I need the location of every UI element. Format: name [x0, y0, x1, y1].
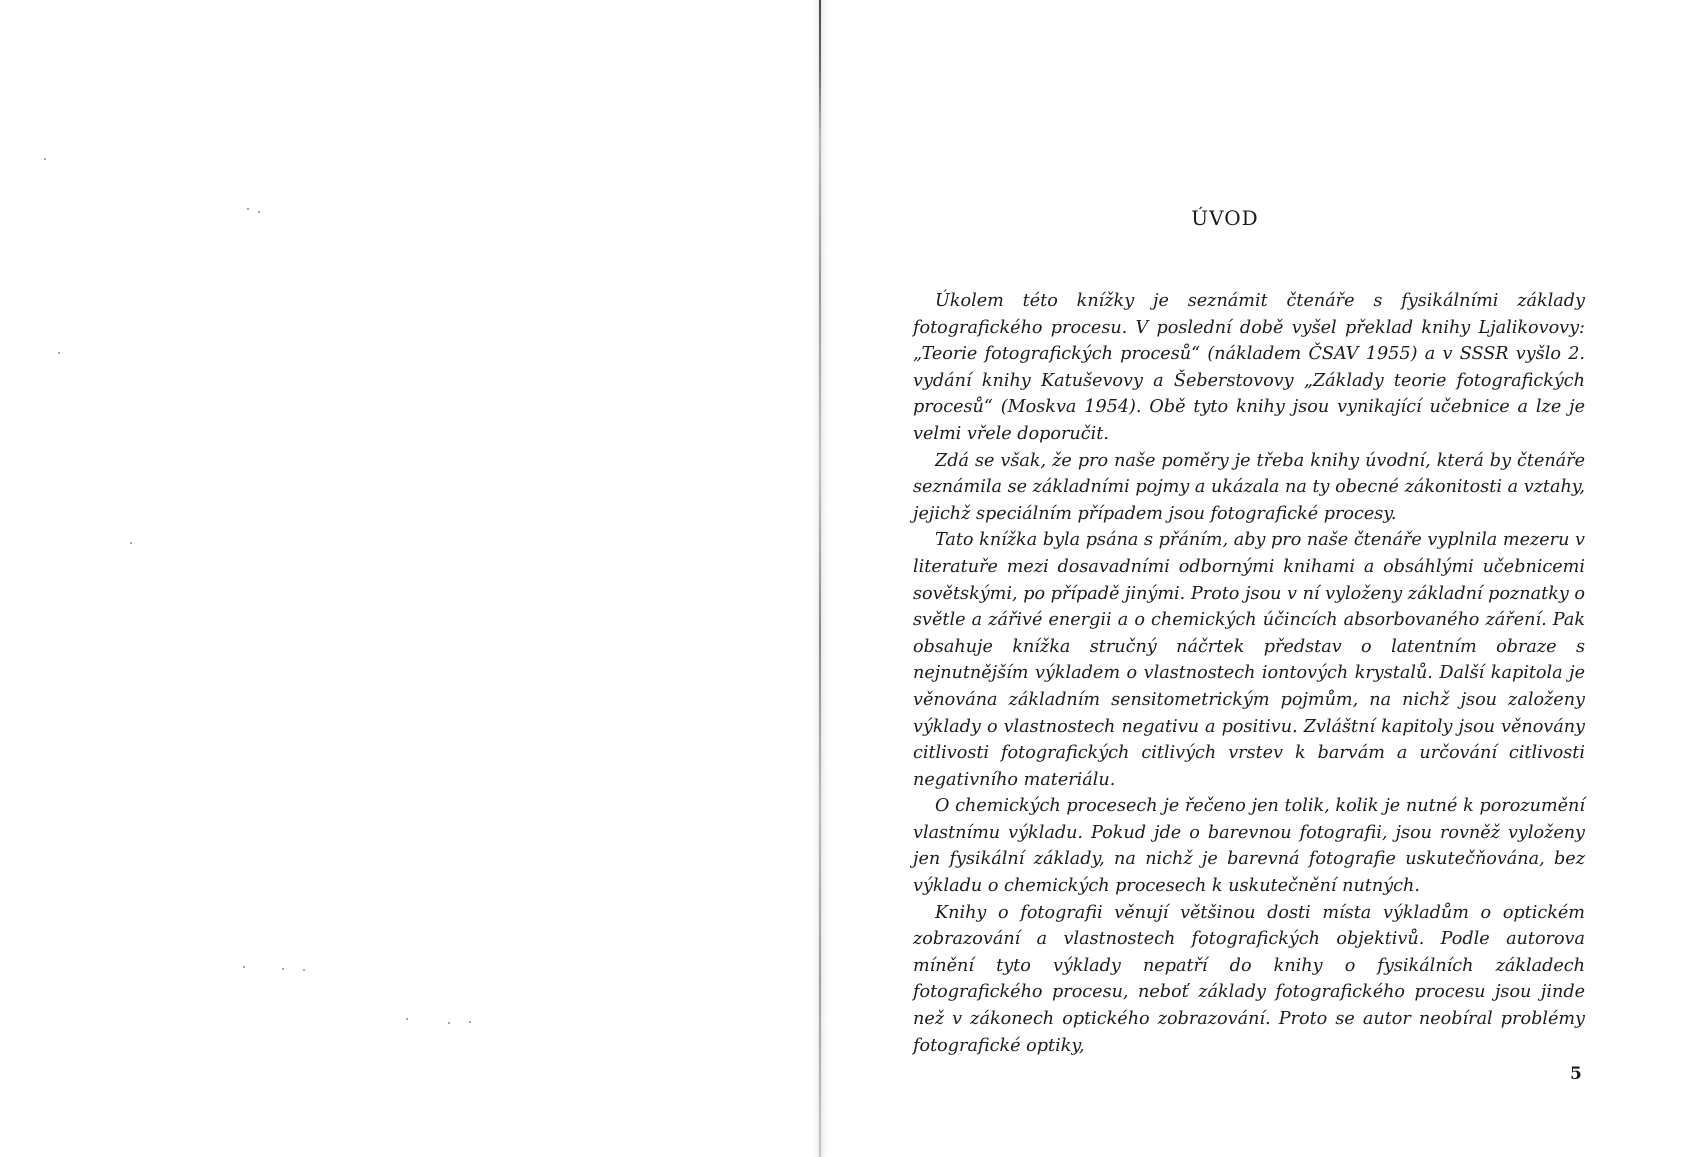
paper-speck — [130, 542, 132, 544]
paragraph: Úkolem této knížky je seznámit čtenáře s fysikálními základy fotografického procesu. V poslední době vyšel překlad knihy Ljalikovovy: „Teorie fotografických procesů“ (nákladem ČSAV 1955) a v SSSR vyšlo 2. vydání knihy Katuševovy a Šeberstovovy „Základy teorie fotografických procesů“ (Moskva 1954). Obě tyto knihy jsou vynikající učebnice a lze je velmi vřele doporučit. — [913, 291, 1585, 444]
paragraph: Tato knížka byla psána s přáním, aby pro naše čtenáře vyplnila mezeru v literatuře mezi dosavadními odbornými knihami a obsáhlými učebnicemi sovětskými, po případě jinými. Proto jsou v ní vyloženy základní poznatky o světle a zářivé energii a o chemických účincích absorbovaného záření. Pak obsahuje knížka stručný náčrtek představ o latentním obraze s nejnutnějším výkladem o vlastnostech iontových krystalů. Další kapitola je věnována základním sensitometrickým pojmům, na nichž jsou založeny výklady o vlastnostech negativu a positivu. Zvláštní kapitoly jsou věnovány citlivosti fotografických citlivých vrstev k barvám a určování citlivosti negativního materiálu. — [913, 530, 1585, 790]
right-page — [830, 0, 1695, 1157]
paragraph: Knihy o fotografii věnují většinou dosti místa výkladům o optickém zobrazování a vlastnostech fotografických objektivů. Podle autorova mínění tyto výklady nepatří do knihy o fysikálních základech fotografického procesu, neboť základy fotografického procesu jsou jinde než v zákonech optického zobrazování. Proto se autor neobíral problémy fotografické optiky, — [913, 902, 1585, 1056]
left-page-blank — [0, 0, 818, 1157]
paragraph: O chemických procesech je řečeno jen tolik, kolik je nutné k porozumění vlastnímu výkladu. Pokud jde o barevnou fotografii, jsou rovněž vyloženy jen fysikální základy, na nichž je barevná fotografie uskutečňována, bez výkladu o chemických procesech k uskutečnění nutných. — [913, 796, 1585, 897]
paper-speck — [243, 966, 245, 968]
page-title: ÚVOD — [1191, 206, 1259, 230]
paper-speck — [406, 1018, 408, 1020]
paper-speck — [469, 1021, 471, 1023]
paper-speck — [448, 1022, 450, 1024]
paper-speck — [258, 211, 260, 213]
page-number: 5 — [1570, 1064, 1582, 1084]
paper-speck — [303, 969, 305, 971]
paper-speck — [247, 208, 249, 210]
paper-speck — [58, 352, 60, 354]
paper-speck — [44, 158, 46, 160]
gutter-fold-line — [819, 0, 821, 1157]
paper-speck — [282, 968, 284, 970]
paragraph: Zdá se však, že pro naše poměry je třeba knihy úvodní, která by čtenáře seznámila se základními pojmy a ukázala na ty obecné zákonitosti a vztahy, jejichž speciálním případem jsou fotografické procesy. — [913, 450, 1585, 524]
body-text — [913, 288, 1585, 1059]
